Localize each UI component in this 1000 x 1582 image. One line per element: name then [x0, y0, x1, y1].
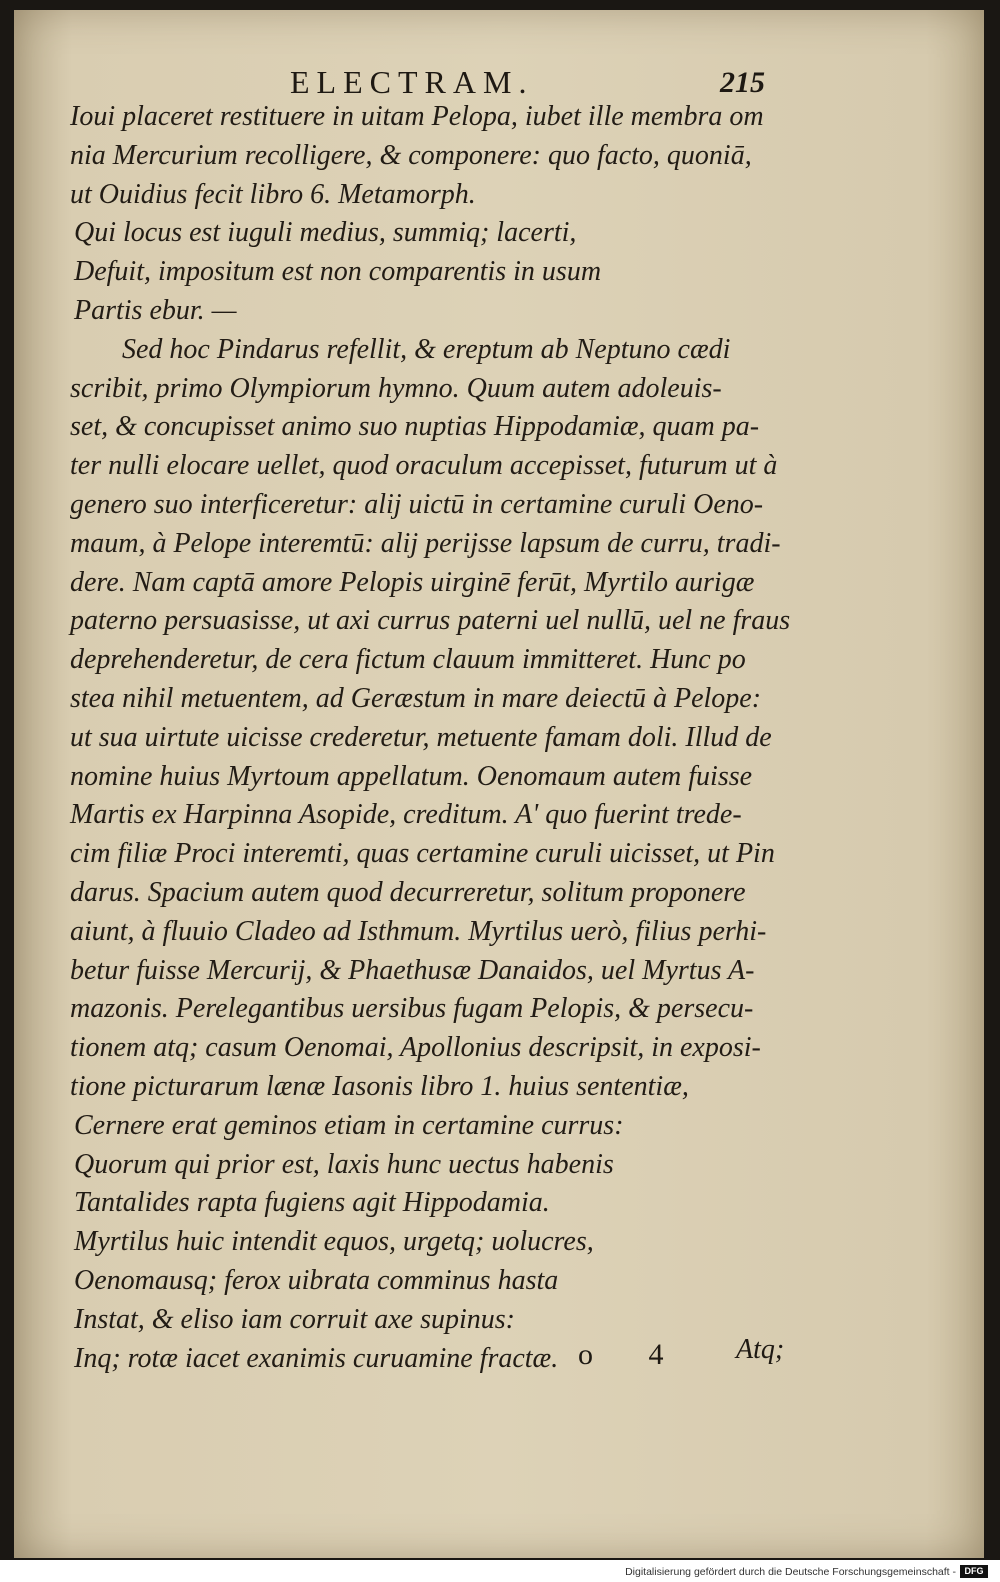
verse-line: Oenomausq; ferox uibrata comminus hasta	[74, 1264, 559, 1296]
text-line: paterno persuasisse, ut axi currus paterni uel nullū, uel ne fraus	[70, 605, 791, 637]
verse-line: Qui locus est iuguli medius, summiq; lacerti,	[74, 217, 577, 249]
text-line: betur fuisse Mercurij, & Phaethusæ Danaidos, uel Myrtus A-	[70, 954, 755, 986]
text-line: stea nihil metuentem, ad Geræstum in mare deiectū à Pelope:	[70, 682, 762, 714]
text-line: aiunt, à fluuio Cladeo ad Isthmum. Myrtilus uerò, filius perhi-	[70, 915, 767, 947]
text-line: ter nulli elocare uellet, quod oraculum accepisset, futurum ut à	[70, 450, 778, 482]
text-line: cim filiæ Proci interemti, quas certamine curuli uicisset, ut Pin	[70, 838, 775, 870]
page-number: 215	[720, 66, 765, 99]
body-text	[70, 98, 790, 1378]
verse-line: Myrtilus huic intendit equos, urgetq; uolucres,	[74, 1226, 594, 1258]
text-line: tionem atq; casum Oenomai, Apollonius descripsit, in exposi-	[70, 1032, 761, 1064]
verse-line: Quorum qui prior est, laxis hunc uectus habenis	[74, 1148, 614, 1180]
catchword: Atq;	[736, 1334, 785, 1365]
verse-line: Inq; rotæ iacet exanimis curuamine fractæ.	[74, 1342, 559, 1374]
dfg-logo: DFG	[960, 1565, 988, 1578]
funding-notice: Digitalisierung gefördert durch die Deutsche Forschungsgemeinschaft -	[625, 1566, 956, 1578]
text-line: tione picturarum lænæ Iasonis libro 1. huius sententiæ,	[70, 1070, 689, 1102]
text-line: Sed hoc Pindarus refellit, & ereptum ab Neptuno cædi	[122, 333, 731, 365]
text-line: Martis ex Harpinna Asopide, creditum. A' quo fuerint trede-	[70, 799, 742, 831]
text-line: genero suo interficeretur: alij uictū in certamine curuli Oeno-	[70, 488, 764, 520]
text-line: Ioui placeret restituere in uitam Pelopa, iubet ille membra om	[70, 101, 764, 132]
verse-line: Tantalides rapta fugiens agit Hippodamia.	[74, 1187, 550, 1219]
text-line: darus. Spacium autem quod decurreretur, solitum proponere	[70, 876, 746, 908]
text-line: set, & concupisset animo suo nuptias Hippodamiæ, quam pa-	[70, 411, 760, 443]
text-line: scribit, primo Olympiorum hymno. Quum autem adoleuis-	[70, 372, 722, 404]
verse-line: Defuit, impositum est non comparentis in usum	[74, 256, 602, 288]
text-line: deprehenderetur, de cera fictum clauum immitteret. Hunc po	[70, 644, 746, 676]
verse-line: Partis ebur. —	[74, 294, 237, 326]
verse-line: Instat, & eliso iam corruit axe supinus:	[74, 1303, 515, 1335]
text-line: dere. Nam captā amore Pelopis uirginē ferūt, Myrtilo aurigæ	[70, 566, 755, 598]
text-line: ut sua uirtute uicisse crederetur, metuente famam doli. Illud de	[70, 721, 772, 753]
signature-mark: o 4	[578, 1338, 688, 1371]
text-line: nomine huius Myrtoum appellatum. Oenomaum autem fuisse	[70, 760, 753, 792]
verse-line: Cernere erat geminos etiam in certamine currus:	[74, 1109, 624, 1141]
running-header: ELECTRAM.	[290, 64, 534, 100]
text-line: mazonis. Perelegantibus uersibus fugam Pelopis, & persecu-	[70, 993, 754, 1025]
text-line: maum, à Pelope interemtū: alij perijsse lapsum de curru, tradi-	[70, 527, 781, 559]
text-line: ut Ouidius fecit libro 6. Metamorph.	[70, 178, 476, 210]
text-line: nia Mercurium recolligere, & componere: quo facto, quoniā,	[70, 139, 752, 171]
